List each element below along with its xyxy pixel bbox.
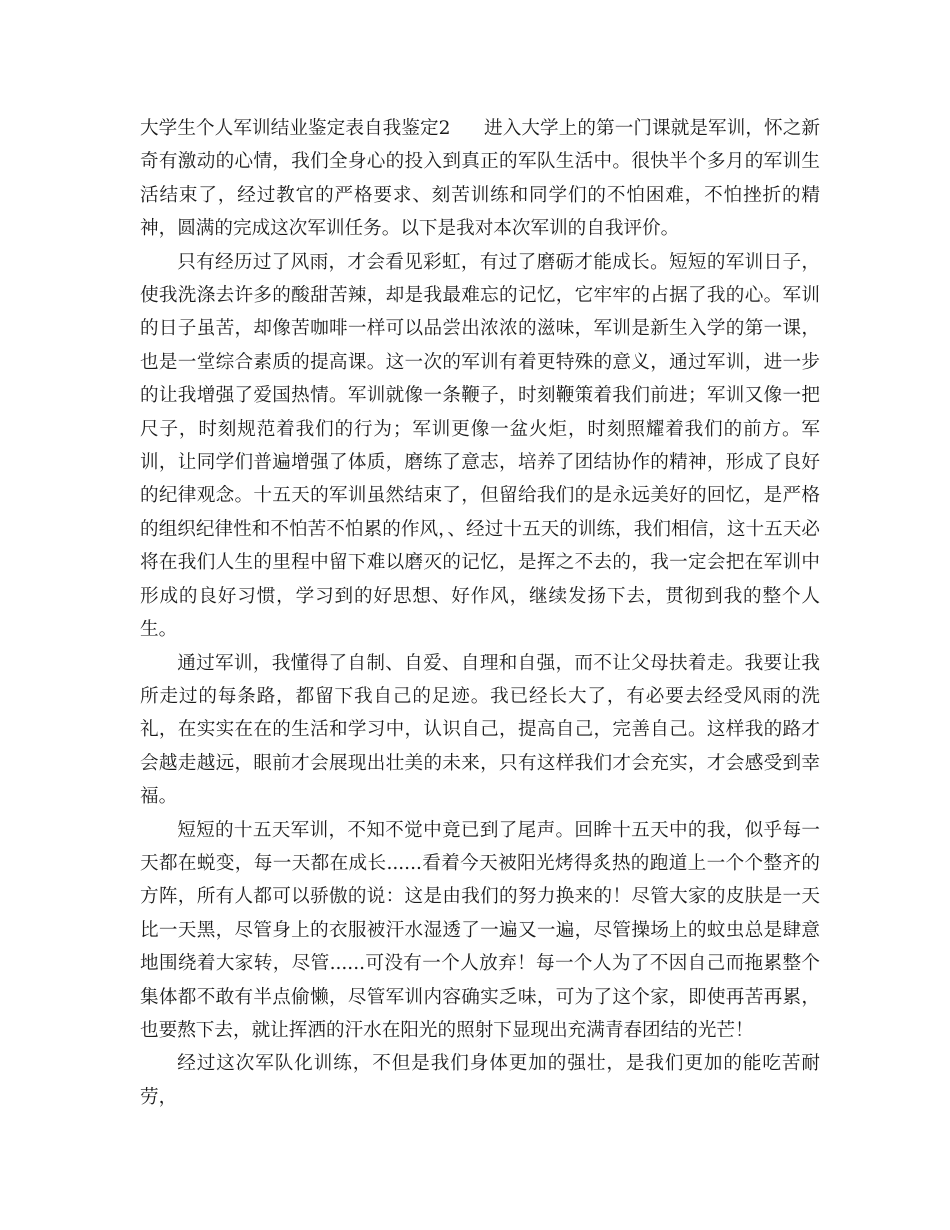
paragraph: 只有经历过了风雨，才会看见彩虹，有过了磨砺才能成长。短短的军训日子，使我洗涤去许多的酸甜苦辣，却是我最难忘的记忆，它牢牢的占据了我的心。军训的日子虽苦，却像苦咖啡一样可以品尝出浓浓的滋味，军训是新生入学的第一课，也是一堂综合素质的提高课。这一次的军训有着更特殊的意义，通过军训，进一步的让我增强了爱国热情。军训就像一条鞭子，时刻鞭策着我们前进；军训又像一把尺子，时刻规范着我们的行为；军训更像一盆火炬，时刻照耀着我们的前方。军训，让同学们普遍增强了体质，磨练了意志，培养了团结协作的精神，形成了良好的纪律观念。十五天的军训虽然结束了，但留给我们的是永远美好的回忆，是严格的组织纪律性和不怕苦不怕累的作风，、经过十五天的训练，我们相信，这十五天必将在我们人生的里程中留下难以磨灭的记忆，是挥之不去的，我一定会把在军训中形成的良好习惯，学习到的好思想、好作风，继续发扬下去，贯彻到我的整个人生。 xyxy=(140,251,820,641)
intro-paragraph xyxy=(140,112,820,246)
paragraph: 通过军训，我懂得了自制、自爱、自理和自强，而不让父母扶着走。我要让我所走过的每条路，都留下我自己的足迹。我已经长大了，有必要去经受风雨的洗礼，在实实在在的生活和学习中，认识自己，提高自己，完善自己。这样我的路才会越走越远，眼前才会展现出壮美的未来，只有这样我们才会充实，才会感受到幸福。 xyxy=(140,652,820,808)
document-body xyxy=(140,112,820,1114)
paragraph: 短短的十五天军训，不知不觉中竟已到了尾声。回眸十五天中的我，似乎每一天都在蜕变，每一天都在成长......看着今天被阳光烤得炙热的跑道上一个个整齐的方阵，所有人都可以骄傲的说：这是由我们的努力换来的！尽管大家的皮肤是一天比一天黑，尽管身上的衣服被汗水湿透了一遍又一遍，尽管操场上的蚊虫总是肆意地围绕着大家转，尽管......可没有一个人放弃！每一个人为了不因自己而拖累整个集体都不敢有半点偷懒，尽管军训内容确实乏味，可为了这个家，即使再苦再累，也要熬下去，就让挥洒的汗水在阳光的照射下显现出充满青春团结的光芒！ xyxy=(140,819,820,1041)
document-title: 大学生个人军训结业鉴定表自我鉴定2 xyxy=(140,118,451,139)
paragraph: 经过这次军队化训练，不但是我们身体更加的强壮，是我们更加的能吃苦耐劳， xyxy=(140,1053,820,1108)
paragraph-text: 进入大学上的第一门课就是军训，怀之新奇有激动的心情，我们全身心的投入到真正的军队生活中。很快半个多月的军训生活结束了，经过教官的严格要求、刻苦训练和同学们的不怕困难，不怕挫折的精神，圆满的完成这次军训任务。以下是我对本次军训的自我评价。 xyxy=(140,118,820,240)
